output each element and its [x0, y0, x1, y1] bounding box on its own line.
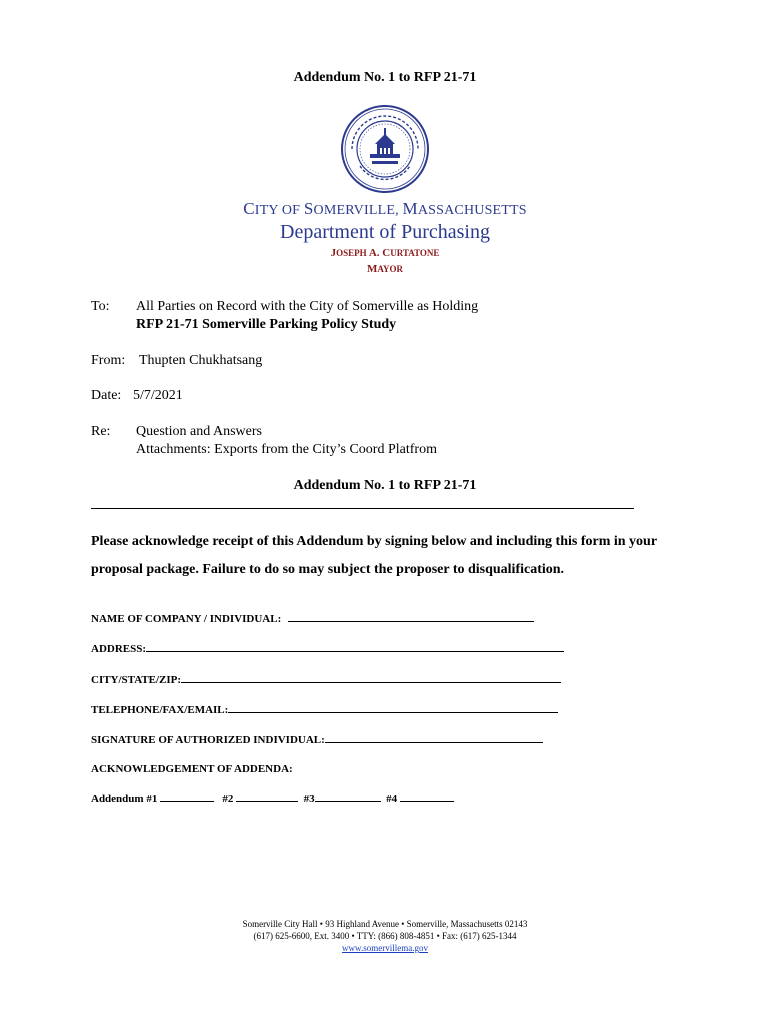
acknowledgement-text: Please acknowledge receipt of this Addendum by signing below and including this form in your proposal package. Failure to do so may subject the proposer to disqualification.: [91, 534, 657, 577]
address-field[interactable]: ADDRESS:: [91, 642, 564, 655]
footer-phone: (617) 625-6600, Ext. 3400 • TTY: (866) 808-4851 • Fax: (617) 625-1344: [253, 931, 517, 941]
signature-field[interactable]: SIGNATURE OF AUTHORIZED INDIVIDUAL:: [91, 733, 543, 746]
mayor-title: MAYOR: [366, 263, 404, 275]
addenda-row: Addendum #1 #2 #3 #4: [91, 792, 454, 805]
company-input-line[interactable]: [288, 612, 534, 622]
telephone-input-line[interactable]: [228, 703, 558, 713]
to-line-2: RFP 21-71 Somerville Parking Policy Study: [136, 317, 397, 332]
from-label: From:: [91, 353, 126, 368]
addendum-1-input-line[interactable]: [160, 792, 214, 802]
addendum-4-input-line[interactable]: [400, 792, 454, 802]
city-name: CITY OF SOMERVILLE, MASSACHUSETTS: [243, 199, 527, 218]
company-field[interactable]: NAME OF COMPANY / INDIVIDUAL:: [91, 612, 534, 625]
re-line-1: Question and Answers: [136, 424, 262, 439]
re-line-2: Attachments: Exports from the City’s Coord Platfrom: [136, 442, 437, 457]
mayor-name: JOSEPH A. CURTATONE: [330, 247, 440, 259]
to-line-1: All Parties on Record with the City of Somerville as Holding: [136, 299, 479, 314]
city-state-zip-field[interactable]: CITY/STATE/ZIP:: [91, 673, 561, 686]
telephone-field[interactable]: TELEPHONE/FAX/EMAIL:: [91, 703, 558, 716]
city-state-zip-input-line[interactable]: [181, 673, 561, 683]
addendum-3-input-line[interactable]: [315, 792, 381, 802]
footer-address: Somerville City Hall • 93 Highland Avenue • Somerville, Massachusetts 02143: [242, 919, 528, 929]
addendum-2-input-line[interactable]: [236, 792, 298, 802]
address-input-line[interactable]: [146, 642, 564, 652]
signature-input-line[interactable]: [325, 733, 543, 743]
divider: [91, 508, 634, 509]
city-seal-icon: [340, 104, 430, 194]
from-value: Thupten Chukhatsang: [139, 353, 263, 368]
re-label: Re:: [91, 424, 111, 439]
date-label: Date:: [91, 388, 122, 403]
date-value: 5/7/2021: [133, 388, 183, 403]
acknowledgement-addenda-label: ACKNOWLEDGEMENT OF ADDENDA:: [91, 763, 293, 775]
document-title: Addendum No. 1 to RFP 21-71: [293, 70, 477, 85]
department-name: Department of Purchasing: [280, 221, 490, 243]
section-title: Addendum No. 1 to RFP 21-71: [293, 478, 477, 493]
to-label: To:: [91, 299, 110, 314]
footer-website-row: [0, 943, 770, 953]
website-link[interactable]: www.somervillema.gov: [342, 943, 428, 953]
